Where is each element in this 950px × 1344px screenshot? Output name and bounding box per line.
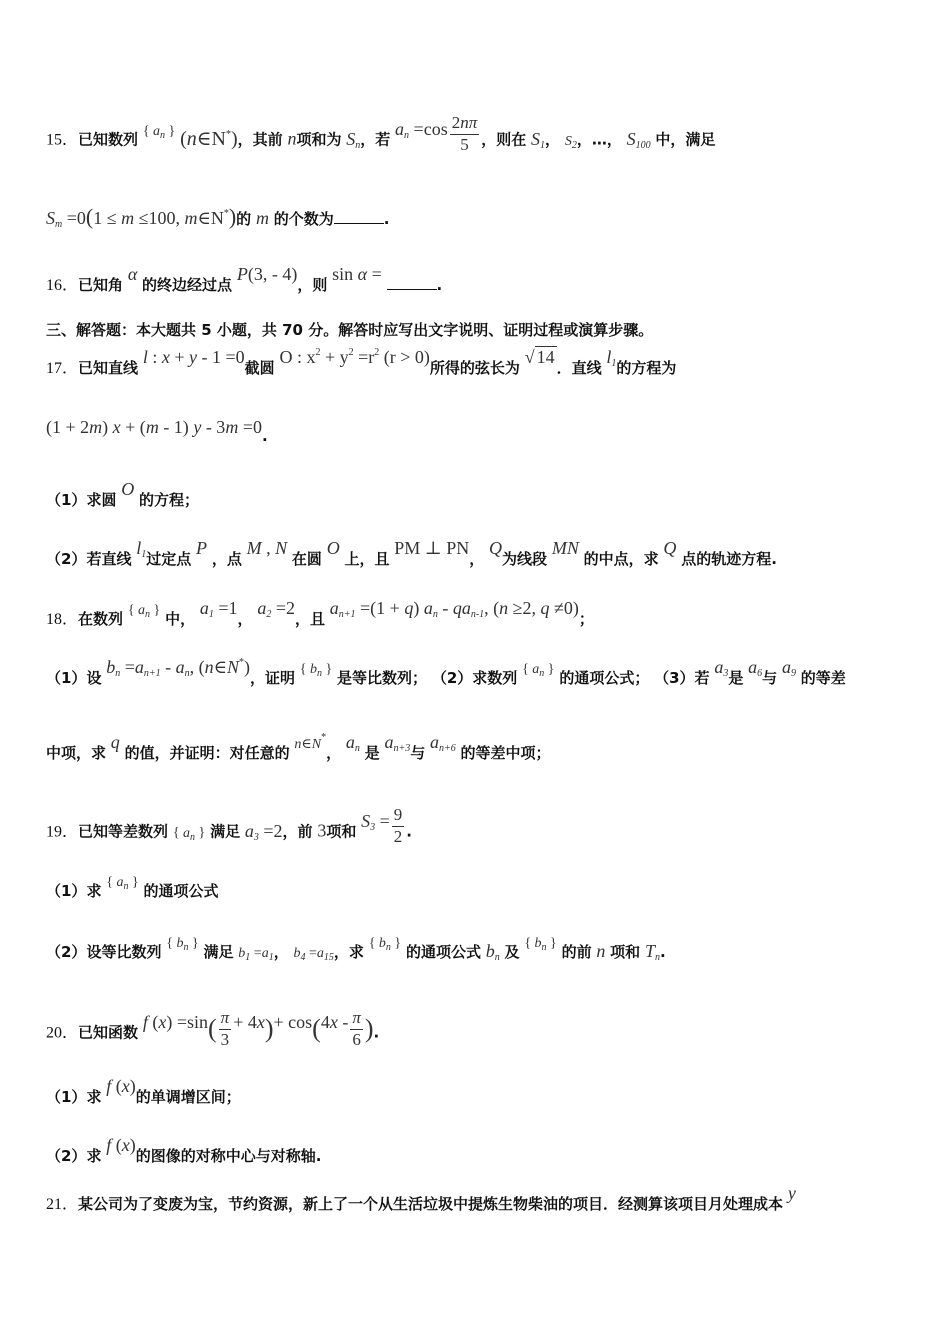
q20-part1: （1）求 f (x)的单调增区间； bbox=[46, 1076, 241, 1106]
q16-line: 16．已知角 α 的终边经过点 P(3, - 4)，则 sin α = . bbox=[46, 264, 443, 294]
q19-line1: 19．已知等差数列 { $a_n$ } 满足 $a_3 =2$，前 3项和 $S_3$ = $\frac{9}{2}$ . bbox=[46, 805, 412, 846]
q18-line2: （1）设 $b_n =a_{n+1} - a_n$, (n∈N*)，证明 { $b_n$ } 是等比数列； （2）求数列 { $a_n$ } 的通项公式； （3）若 $a_3$是 $a_6$与 $a_9$ 的等差 bbox=[46, 657, 846, 687]
q15-line2: $S_m =0(1 \le m \le 100$, m∈N*)的 m 的个数为 . bbox=[46, 204, 390, 230]
q19-number: 19． bbox=[46, 823, 79, 841]
q18-line3: 中项，求 q 的值，并证明：对任意的 n∈N*， $a_n$ 是 $a_{n+3}$与 $a_{n+6}$ 的等差中项； bbox=[46, 732, 551, 762]
q16-number: 16． bbox=[46, 277, 79, 294]
q21-number: 21． bbox=[46, 1196, 79, 1213]
q21-line: 21．某公司为了变废为宝，节约资源，新上了一个从生活垃圾中提炼生物柴油的项目．经测算该项目月处理成本 y bbox=[46, 1183, 796, 1213]
q16-answer-blank[interactable] bbox=[387, 289, 437, 290]
q17-part1: （1）求圆 O 的方程； bbox=[46, 479, 200, 509]
q17-part2: （2）若直线 $l_1$过定点 P ，点 M , N 在圆 O 上，且 PM ⊥ PN， Q为线段 MN 的中点，求 Q 点的轨迹方程. bbox=[46, 538, 777, 568]
section3-heading: 三、解答题：本大题共 5 小题，共 70 分。解答时应写出文字说明、证明过程或演算步骤。 bbox=[46, 321, 654, 339]
q20-number: 20． bbox=[46, 1024, 79, 1042]
q20-part2: （2）求 f (x)的图像的对称中心与对称轴. bbox=[46, 1135, 322, 1165]
q15-number: 15． bbox=[46, 131, 79, 149]
q15-answer-blank[interactable] bbox=[334, 223, 384, 224]
q18-number: 18． bbox=[46, 611, 79, 628]
q19-part1: （1）求 { $a_n$ } 的通项公式 bbox=[46, 875, 219, 900]
q17-line2: (1 + 2m) x + (m - 1) y - 3m =0. bbox=[46, 417, 268, 445]
q15-line1: 15．已知数列 { $a_n$ } (n∈N*)，其前 n项和为 $S_n$，若 $a_n =\cos$ $\frac{2n\pi}{5}$ ，则在 $S_1$， $S_2$，…， $S_{100}$ 中，满足 bbox=[46, 113, 716, 154]
q18-line1: 18．在数列 { $a_n$ } 中， $a_1 =1$， $a_2 =2$，且 $a_{n+1} =(1 + q)$ $a_n - qa_{n-1}$, (n ≥2, q ≠0)； bbox=[46, 598, 594, 628]
q20-line: 20．已知函数 f (x) =sin( $\frac{\pi}{3}$ + 4x)+ cos(4x - $\frac{\pi}{6}$ ). bbox=[46, 1008, 380, 1049]
q17-line1: 17．已知直线 l : x + y - 1 =0截圆 O : $x^2 + y^2 =r^2$ (r > 0)所得的弦长为 √ 14．直线 $l_1$的方程为 bbox=[46, 347, 677, 377]
q17-number: 17． bbox=[46, 360, 79, 377]
q19-part2: （2）设等比数列 { $b_n$ } 满足 $b_1 =a_1$， $b_4 =a_{15}$，求 { $b_n$ } 的通项公式 $b_n$ 及 { $b_n$ } 的前 n 项和 $T_n$. bbox=[46, 936, 666, 963]
